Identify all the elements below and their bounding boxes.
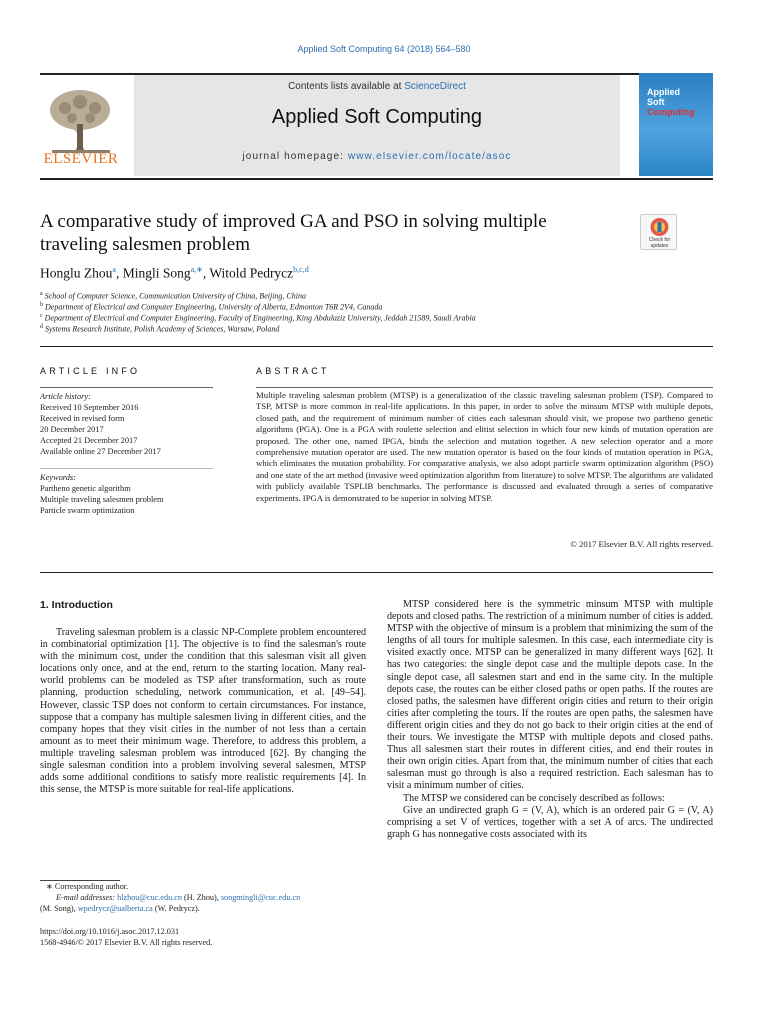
body-paragraph: Traveling salesman problem is a classic NP-Complete problem encountered in combinatorial optimization [1]. The objective is to find the salesman's route with the minimum cost, under the condition that this salesman visit all given locations only once, and at the end, return to the starting location. Many real-world problems can be modeled as TSP after transformation, such as route planning, production scheduling, network communication, et al. [49–54]. However, classic TSP does not conform to certain circumstances. For instance, suppose that a company has multiple salesmen living in different cities, and the company hopes that they visit cities in the number of not less than a certain amount as to meet their minimum wage. Therefore, to address this problem, a multiple traveling salesman problem was introduced [62]. By changing the single salesman condition into a problem involving several salesmen, MTSP adds some additional conditions to satisfy more realistic requirements [4]. In this sense, the MTSP is more suitable for real-life applications.: [40, 627, 366, 796]
body-paragraph: Give an undirected graph G = (V, A), which is an ordered pair G = (V, A) comprising a set V of vertices, together with a set A of arcs. The undirected graph G has nonnegative costs associated with its: [387, 804, 713, 840]
abstract-text: Multiple traveling salesman problem (MTSP) is a generalization of the classic traveling salesman problem (TSP). Compared to TSP, MTSP is more common in real-life applications. In this paper, in order to solve the minsum MTSP with multiple depots, closed path, and the requirement of minimum number of cities each salesman should visit, we propose two partheno genetic algorithms (PGA). One is a PGA with roulette selection and elitist selection in which four new kinds of mutation operation are proposed. The other one, named IPGA, binds the selection and mutation together. A new selection operator and a more comprehensive mutation operator are used. The new mutation operator is based on the four kinds of mutation operation in PGA, which eliminates the mutation probability. For comparative analysis, we also adopt particle swarm optimization algorithm (PSO) and one state of the art method (invasive weed optimization algorithm from literature) to solve MTSP. The algorithms are validated with publicly available TSPLIB benchmarks. The performance is discussed and evaluated through a series of comparative experiments. IPGA is demonstrated to be superior in solving MTSP.: [256, 390, 713, 503]
section-heading: 1. Introduction: [40, 599, 113, 611]
affiliation-text: Department of Electrical and Computer Engineering, Faculty of Engineering, King Abdulaziz University, Jeddah 21589, Saudi Arabia: [44, 313, 476, 323]
journal-cover-image[interactable]: [639, 73, 713, 176]
keyword: Particle swarm optimization: [40, 506, 135, 515]
divider: [40, 346, 713, 347]
email-link[interactable]: wpedrycz@ualberta.ca: [77, 904, 153, 913]
crossmark-badge[interactable]: [640, 214, 677, 250]
history-item: Received in revised form: [40, 414, 125, 423]
history-item: Available online 27 December 2017: [40, 447, 161, 456]
corresponding-author-note: ∗ Corresponding author.: [46, 882, 129, 891]
author-affiliation-marker[interactable]: a: [112, 265, 116, 274]
keyword: Partheno genetic algorithm: [40, 484, 131, 493]
homepage-prefix: journal homepage:: [242, 151, 348, 162]
email-link[interactable]: songmingli@cuc.edu.cn: [220, 893, 301, 902]
publisher-name: ELSEVIER: [43, 151, 119, 167]
history-item: 20 December 2017: [40, 425, 104, 434]
contents-prefix: Contents lists available at: [288, 81, 405, 92]
body-column-left: [40, 627, 366, 796]
affiliation: [40, 324, 710, 334]
body-paragraph: The MTSP we considered can be concisely described as follows:: [403, 792, 665, 804]
journal-title: Applied Soft Computing: [271, 106, 483, 128]
author-list: Honglu Zhou$^a$, Mingli Song$^{a,∗}$, Witold Pedrycz$^{b,c,d}$: [40, 265, 309, 281]
email-link[interactable]: hlzhou@cuc.edu.cn: [117, 893, 182, 902]
history-label: Article history:: [40, 392, 91, 401]
email-owner: (W. Pedrycz).: [154, 904, 200, 913]
divider: [40, 572, 713, 573]
body-paragraph: MTSP considered here is the symmetric minsum MTSP with multiple depots and closed paths. The restriction of a minimum number of cities is added. MTSP with the objective of minsum is a problem that minimizing the sum of the lengths of all tours for multiple salesmen. In this case, each intermediate city is visited exactly once. MTSP can be generalized in many different ways [62]. It has two categories: the single depot case and the multiple depots case. In the single depot case, all salesmen start and end in the same city. In the multiple depots case, the routes can be either closed paths or open paths. If the routes are closed paths, the salesmen have different origin cities and return to their origin cities after completing the tours. If the routes are open paths, the salesmen have different origin cities and they do not go back to their origin cities at the end of their tours. We investigate the MTSP with multiple depots and closed paths. Thus all salesmen start their routes in different cities, and end their routes in their own origin cities. Apart from that, the minimum number of cities that each salesman must go through is also a required restriction. Each salesman has to visit a minimum number of cities.: [387, 599, 713, 792]
affiliation-text: Department of Electrical and Computer Engineering, University of Alberta, Edmonton T6R 2V4, Canada: [45, 302, 383, 312]
abstract-copyright: © 2017 Elsevier B.V. All rights reserved.: [570, 539, 713, 549]
history-item: Accepted 21 December 2017: [40, 436, 138, 445]
body-column-right: [387, 599, 713, 841]
cover-word-2: Soft: [647, 97, 665, 107]
crossmark-icon: [641, 215, 678, 239]
affiliation: [40, 313, 710, 323]
abstract-heading: ABSTRACT: [256, 366, 330, 376]
email-line: [40, 892, 370, 903]
affiliation-marker: b: [40, 302, 43, 308]
email-line: [40, 903, 370, 914]
journal-homepage-link[interactable]: www.elsevier.com/locate/asoc: [347, 151, 512, 162]
header-bottom-rule: [40, 178, 713, 180]
history-item: Received 10 September 2016: [40, 403, 139, 412]
author-name: Mingli Song: [122, 265, 191, 281]
email-label: E-mail addresses:: [56, 893, 116, 902]
cover-word-3: Computing: [647, 107, 695, 117]
elsevier-logo: [40, 80, 122, 172]
affiliation-marker: d: [40, 324, 43, 330]
journal-homepage-line: [134, 151, 620, 162]
affiliation-marker: c: [40, 313, 43, 319]
affiliation-marker: a: [40, 291, 43, 297]
issn-line: 1568-4946/© 2017 Elsevier B.V. All rights reserved.: [40, 938, 213, 947]
doi-link[interactable]: https://doi.org/10.1016/j.asoc.2017.12.031: [40, 927, 180, 936]
journal-reference-link[interactable]: Applied Soft Computing 64 (2018) 564–580: [297, 44, 471, 54]
contents-line: [134, 81, 620, 92]
author-name: Honglu Zhou: [40, 265, 113, 281]
affiliation: [40, 302, 710, 312]
author-affiliation-marker[interactable]: a,∗: [190, 265, 203, 274]
article-info-heading: ARTICLE INFO: [40, 366, 141, 376]
keyword: Multiple traveling salesmen problem: [40, 495, 164, 504]
keywords-label: Keywords:: [40, 473, 76, 482]
divider: [40, 468, 213, 469]
divider: [40, 387, 213, 388]
crossmark-label: Check for updates: [648, 237, 671, 249]
affiliation-text: School of Computer Science, Communication University of China, Beijing, China: [44, 291, 306, 301]
article-title: A comparative study of improved GA and PSO in solving multiple traveling salesmen problem: [40, 211, 547, 255]
author-name: Witold Pedrycz: [209, 265, 294, 281]
affiliation: [40, 291, 710, 301]
cover-word-1: Applied: [647, 87, 680, 97]
divider: [256, 387, 713, 388]
sciencedirect-link[interactable]: ScienceDirect: [404, 81, 466, 92]
email-owner: (H. Zhou),: [184, 893, 219, 902]
email-owner: (M. Song),: [40, 904, 76, 913]
author-affiliation-marker[interactable]: b,c,d: [293, 265, 309, 274]
affiliation-text: Systems Research Institute, Polish Academy of Sciences, Warsaw, Poland: [45, 324, 280, 334]
